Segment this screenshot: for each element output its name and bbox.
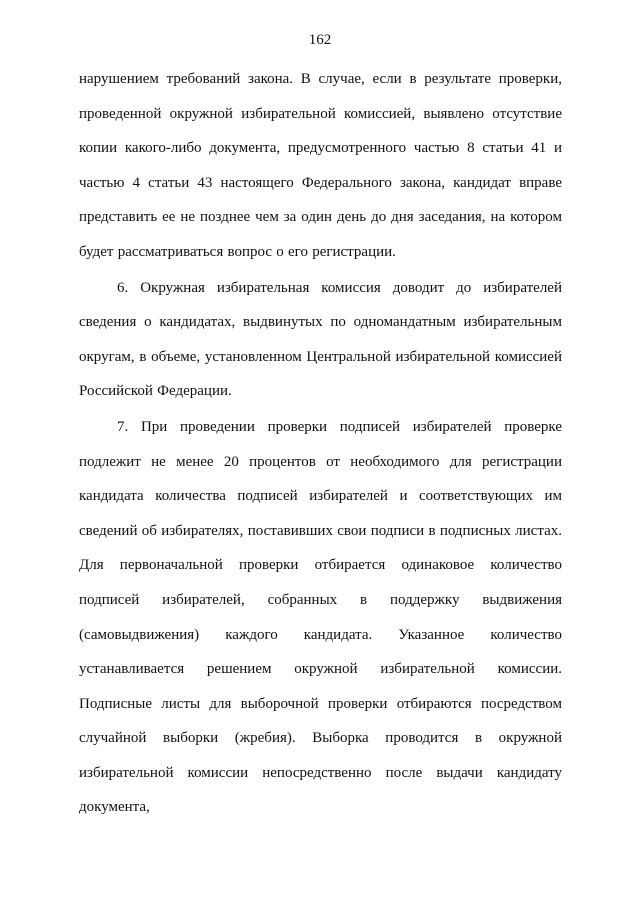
paragraph-item-7: 7. При проведении проверки подписей избирателей проверке подлежит не менее 20 процентов от необходимого для регистрации кандидата количества подписей избирателей и соответствующих им сведений об избирателях, поставивших свои подписи в подписных листах. Для первоначальной проверки отбирается одинаковое количество подписей избирателей, собранных в поддержку выдвижения (самовыдвижения) каждого кандидата. Указанное количество устанавливается решением окружной избирательной комиссии. Подписные листы для выборочной проверки отбираются посредством случайной выборки (жребия). Выборка проводится в окружной избирательной комиссии непосредственно после выдачи кандидату документа, bbox=[79, 418, 562, 816]
document-body bbox=[79, 62, 562, 825]
page-number: 162 bbox=[308, 32, 332, 48]
paragraph-item-6: 6. Окружная избирательная комиссия доводит до избирателей сведения о кандидатах, выдвинутых по одномандатным избирательным округам, в объеме, установленном Центральной избирательной комиссией Российской Федерации. bbox=[79, 279, 562, 400]
paragraph-continuation: нарушением требований закона. В случае, если в результате проверки, проведенной окружной избирательной комиссией, выявлено отсутствие копии какого-либо документа, предусмотренного частью 8 статьи 41 и частью 4 статьи 43 настоящего Федерального закона, кандидат вправе представить ее не позднее чем за один день до дня заседания, на котором будет рассматриваться вопрос о его регистрации. bbox=[79, 71, 562, 260]
